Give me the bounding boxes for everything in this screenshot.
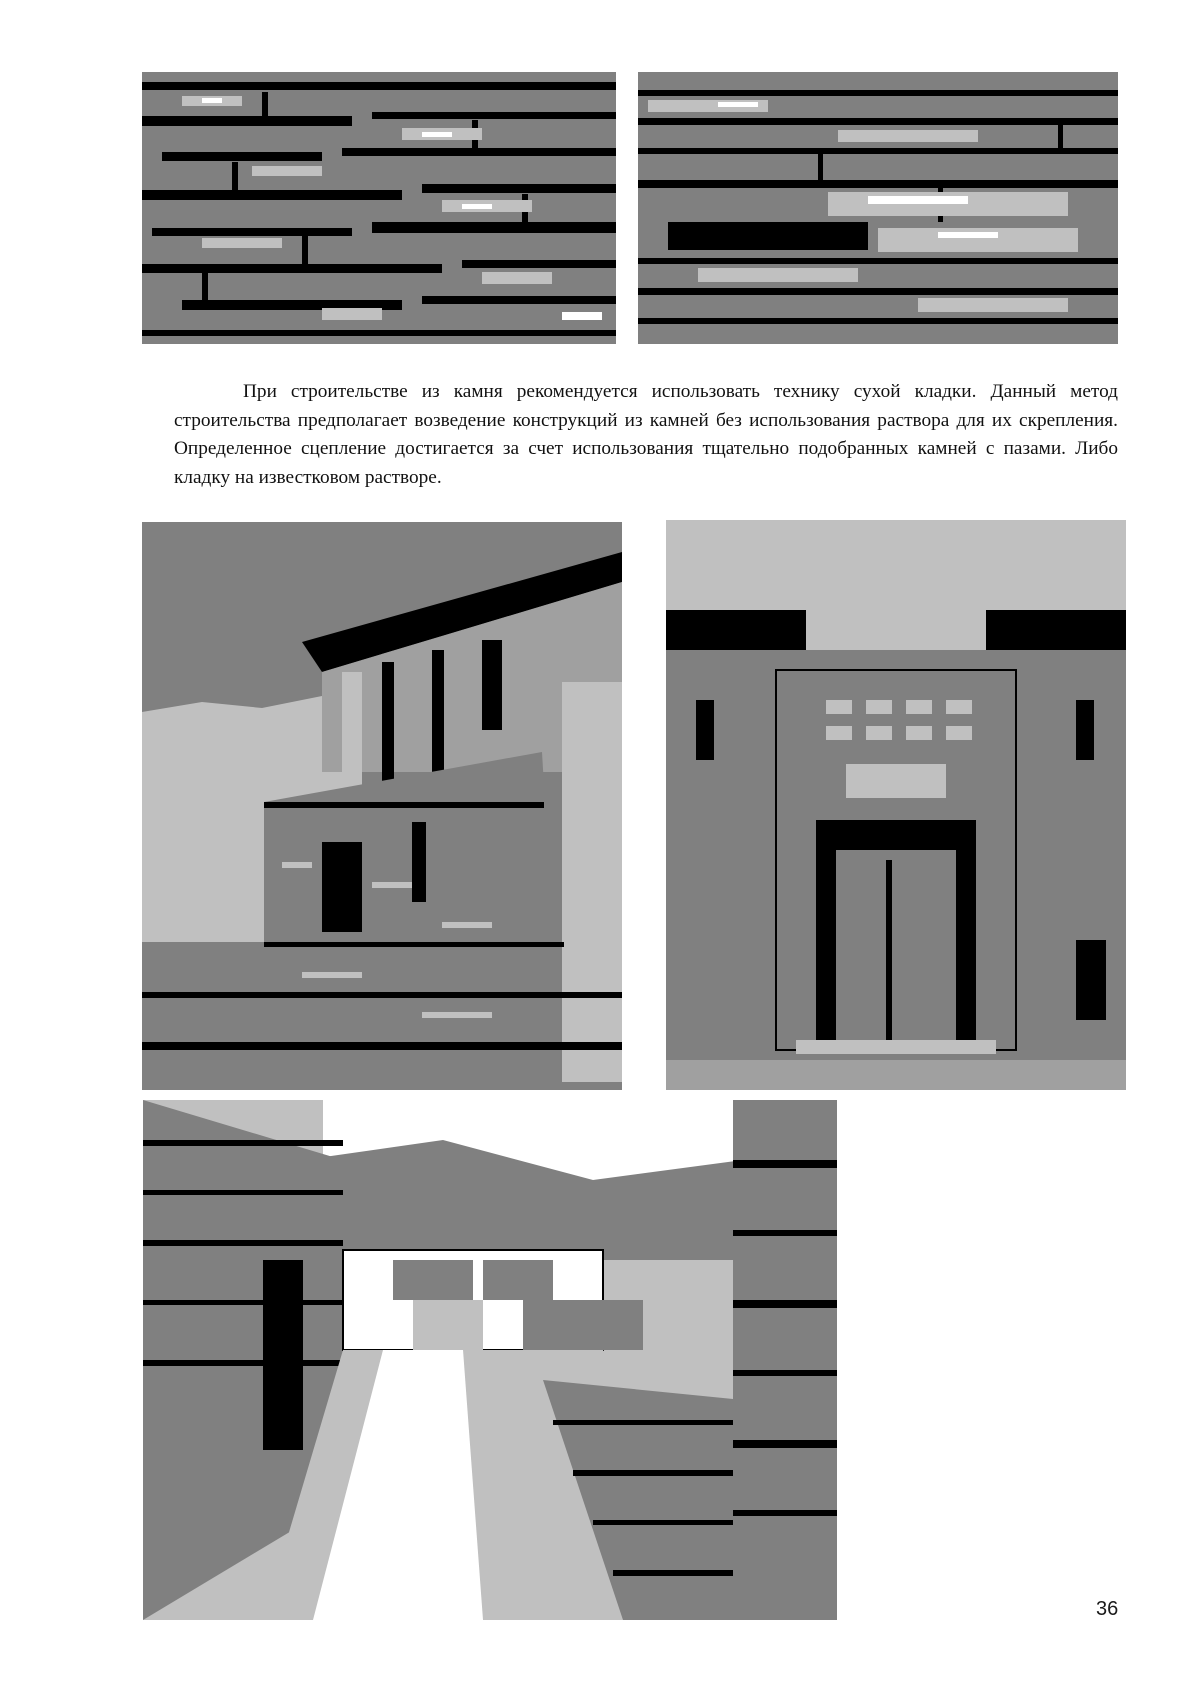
stone-building-photo	[142, 522, 622, 1090]
page-number: 36	[1096, 1598, 1119, 1620]
body-paragraph: При строительстве из камня рекомендуется использовать технику сухой кладки. Данный метод строительства предполагает возведение конструкций из камней без использования раствора для их скрепления. Определенное сцепление достигается за счет использования тщательно подобранных камней с пазами. Либо кладку на известковом растворе.	[174, 381, 1118, 488]
entrance-photo	[666, 520, 1126, 1090]
stone-wall-photo-2	[638, 72, 1118, 344]
courtyard-photo	[143, 1100, 837, 1620]
stone-wall-photo-1	[142, 72, 616, 344]
